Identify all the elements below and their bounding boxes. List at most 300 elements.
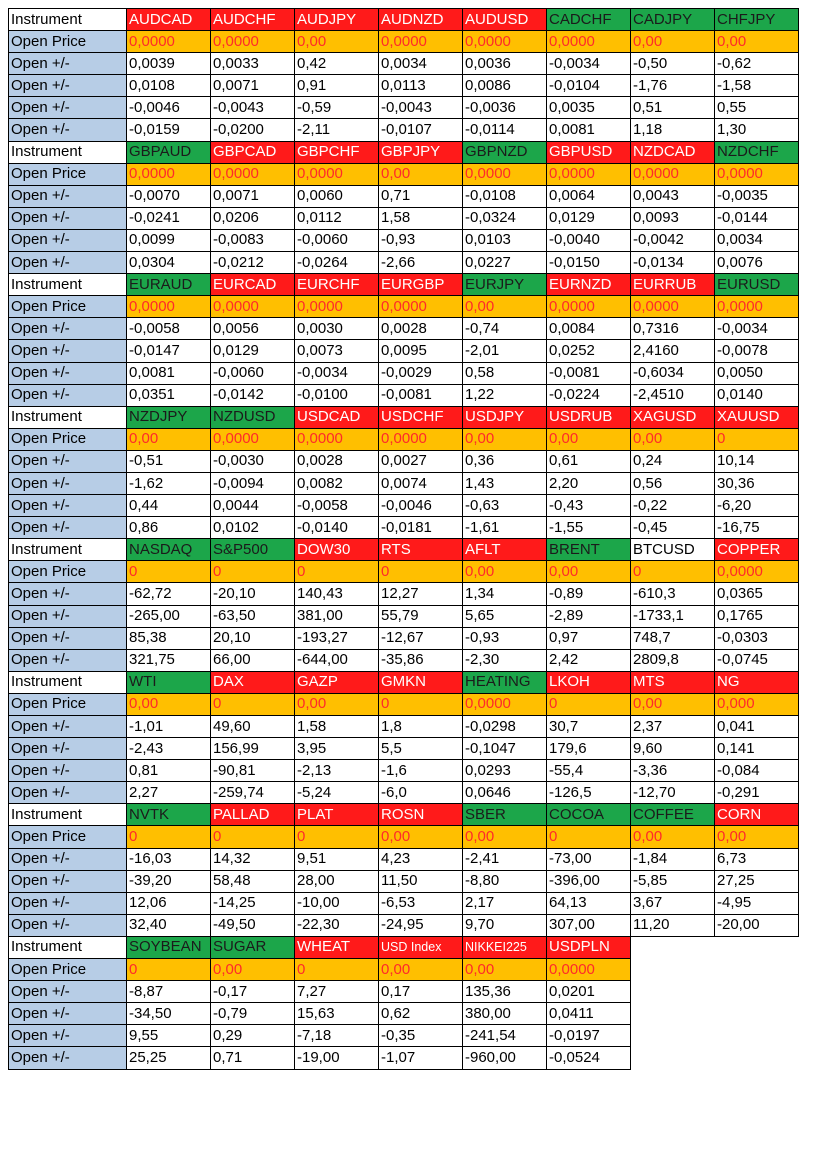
open-price-cell: 0,00: [379, 163, 463, 185]
open-price-cell: 0: [127, 561, 211, 583]
open-price-cell: 0,00: [127, 693, 211, 715]
open-price-label: Open Price: [9, 693, 127, 715]
instrument-name-cell: USD Index: [379, 936, 463, 958]
open-delta-cell: -0,51: [127, 450, 211, 472]
open-delta-cell: 0,71: [211, 1047, 295, 1069]
open-delta-cell: -90,81: [211, 760, 295, 782]
open-delta-cell: 0,0034: [715, 229, 799, 251]
open-price-cell: 0,00: [295, 693, 379, 715]
instrument-row-label: Instrument: [9, 274, 127, 296]
open-delta-cell: 7,27: [295, 981, 379, 1003]
open-delta-row: [9, 517, 799, 539]
open-price-cell: 0,00: [547, 561, 631, 583]
open-delta-cell: 0,42: [295, 53, 379, 75]
open-delta-label: Open +/-: [9, 450, 127, 472]
open-delta-cell: 307,00: [547, 914, 631, 936]
table-body: [9, 9, 799, 1070]
open-delta-cell: 0,97: [547, 627, 631, 649]
open-delta-cell: -2,89: [547, 605, 631, 627]
instrument-name-cell: SOYBEAN: [127, 936, 211, 958]
instrument-name-cell: EURNZD: [547, 274, 631, 296]
open-price-cell: 0: [295, 561, 379, 583]
open-delta-cell: -0,0034: [547, 53, 631, 75]
open-price-cell: 0,0000: [295, 296, 379, 318]
open-delta-cell: -0,93: [379, 229, 463, 251]
empty-cell: [715, 1003, 799, 1025]
instrument-name-cell: LKOH: [547, 671, 631, 693]
open-price-cell: 0: [715, 428, 799, 450]
open-delta-cell: -0,0181: [379, 517, 463, 539]
open-delta-cell: 0,81: [127, 760, 211, 782]
open-delta-cell: -5,24: [295, 782, 379, 804]
open-price-label: Open Price: [9, 428, 127, 450]
open-delta-cell: -0,0159: [127, 119, 211, 141]
open-delta-cell: 55,79: [379, 605, 463, 627]
instrument-name-cell: CHFJPY: [715, 9, 799, 31]
instrument-name-cell: USDRUB: [547, 406, 631, 428]
open-price-cell: 0,0000: [715, 163, 799, 185]
open-price-cell: 0,00: [127, 428, 211, 450]
open-price-cell: 0,00: [631, 693, 715, 715]
open-price-cell: 0,00: [379, 959, 463, 981]
instrument-name-cell: MTS: [631, 671, 715, 693]
instrument-name-cell: GAZP: [295, 671, 379, 693]
open-delta-label: Open +/-: [9, 1025, 127, 1047]
open-delta-cell: -0,0070: [127, 185, 211, 207]
open-delta-cell: -241,54: [463, 1025, 547, 1047]
open-delta-cell: 1,18: [631, 119, 715, 141]
open-delta-cell: -1,01: [127, 716, 211, 738]
open-delta-cell: -0,35: [379, 1025, 463, 1047]
instrument-name-cell: ROSN: [379, 804, 463, 826]
open-delta-cell: 0,62: [379, 1003, 463, 1025]
open-delta-label: Open +/-: [9, 1047, 127, 1069]
open-delta-cell: -1,62: [127, 472, 211, 494]
open-delta-cell: 9,60: [631, 738, 715, 760]
open-delta-label: Open +/-: [9, 362, 127, 384]
open-delta-cell: -19,00: [295, 1047, 379, 1069]
open-delta-row: [9, 53, 799, 75]
open-delta-cell: 0,56: [631, 472, 715, 494]
open-delta-cell: -0,0140: [295, 517, 379, 539]
open-delta-cell: 0,51: [631, 97, 715, 119]
instrument-row: [9, 539, 799, 561]
open-delta-cell: 0,0140: [715, 384, 799, 406]
open-delta-cell: 30,36: [715, 472, 799, 494]
open-price-cell: 0,0000: [127, 163, 211, 185]
open-delta-label: Open +/-: [9, 583, 127, 605]
open-delta-cell: 0,0034: [379, 53, 463, 75]
open-delta-cell: -6,20: [715, 495, 799, 517]
instrument-row: [9, 9, 799, 31]
open-delta-cell: -0,0083: [211, 229, 295, 251]
open-delta-cell: 0,0093: [631, 207, 715, 229]
open-delta-cell: -0,0212: [211, 252, 295, 274]
empty-cell: [715, 959, 799, 981]
open-delta-cell: 0,0252: [547, 340, 631, 362]
instrument-name-cell: BTCUSD: [631, 539, 715, 561]
open-delta-cell: -6,53: [379, 892, 463, 914]
open-delta-label: Open +/-: [9, 649, 127, 671]
instrument-name-cell: NZDJPY: [127, 406, 211, 428]
open-price-label: Open Price: [9, 163, 127, 185]
open-delta-cell: -610,3: [631, 583, 715, 605]
open-price-cell: 0,00: [631, 31, 715, 53]
open-delta-cell: 0,61: [547, 450, 631, 472]
open-delta-cell: 0,0039: [127, 53, 211, 75]
open-delta-cell: 0,0365: [715, 583, 799, 605]
instrument-row: [9, 671, 799, 693]
open-price-cell: 0,0000: [463, 163, 547, 185]
open-price-cell: 0,0000: [631, 296, 715, 318]
open-delta-row: [9, 185, 799, 207]
open-delta-cell: 0,0646: [463, 782, 547, 804]
open-delta-cell: -193,27: [295, 627, 379, 649]
open-delta-cell: -0,0114: [463, 119, 547, 141]
open-delta-label: Open +/-: [9, 207, 127, 229]
open-price-cell: 0,0000: [211, 428, 295, 450]
open-delta-cell: -0,0264: [295, 252, 379, 274]
open-delta-cell: -0,0147: [127, 340, 211, 362]
open-price-row: [9, 959, 799, 981]
instrument-name-cell: AUDCHF: [211, 9, 295, 31]
open-delta-cell: -0,0042: [631, 229, 715, 251]
open-delta-row: [9, 848, 799, 870]
open-price-cell: 0,00: [631, 428, 715, 450]
open-price-cell: 0: [547, 826, 631, 848]
open-delta-row: [9, 870, 799, 892]
open-delta-cell: -265,00: [127, 605, 211, 627]
open-delta-cell: 0,0082: [295, 472, 379, 494]
open-delta-cell: -20,00: [715, 914, 799, 936]
open-delta-cell: -0,0035: [715, 185, 799, 207]
open-price-row: [9, 826, 799, 848]
instrument-name-cell: BRENT: [547, 539, 631, 561]
open-price-cell: 0: [211, 693, 295, 715]
open-price-cell: 0: [211, 826, 295, 848]
open-delta-cell: -0,084: [715, 760, 799, 782]
open-delta-cell: 2809,8: [631, 649, 715, 671]
open-delta-cell: -0,0197: [547, 1025, 631, 1047]
open-delta-cell: -8,87: [127, 981, 211, 1003]
open-delta-row: [9, 981, 799, 1003]
open-delta-cell: -24,95: [379, 914, 463, 936]
open-delta-cell: 0,17: [379, 981, 463, 1003]
instrument-name-cell: AUDNZD: [379, 9, 463, 31]
open-delta-cell: 0,0027: [379, 450, 463, 472]
open-delta-cell: -0,0034: [295, 362, 379, 384]
open-delta-label: Open +/-: [9, 981, 127, 1003]
open-delta-row: [9, 207, 799, 229]
open-delta-row: [9, 627, 799, 649]
open-delta-cell: 0,0081: [547, 119, 631, 141]
open-delta-cell: -2,4510: [631, 384, 715, 406]
open-delta-cell: 0,0351: [127, 384, 211, 406]
open-price-cell: 0,0000: [715, 561, 799, 583]
instrument-row: [9, 804, 799, 826]
open-delta-label: Open +/-: [9, 384, 127, 406]
open-price-label: Open Price: [9, 826, 127, 848]
open-delta-cell: 11,50: [379, 870, 463, 892]
open-delta-cell: 2,27: [127, 782, 211, 804]
open-price-cell: 0,0000: [715, 296, 799, 318]
open-delta-label: Open +/-: [9, 870, 127, 892]
open-delta-label: Open +/-: [9, 738, 127, 760]
instrument-name-cell: GBPAUD: [127, 141, 211, 163]
open-delta-cell: 0,0073: [295, 340, 379, 362]
open-delta-cell: 0,0304: [127, 252, 211, 274]
open-delta-cell: 380,00: [463, 1003, 547, 1025]
open-price-cell: 0: [295, 826, 379, 848]
open-delta-cell: 0,0071: [211, 75, 295, 97]
open-delta-cell: -126,5: [547, 782, 631, 804]
open-delta-cell: 28,00: [295, 870, 379, 892]
open-delta-cell: 0,0099: [127, 229, 211, 251]
open-delta-cell: -62,72: [127, 583, 211, 605]
open-price-label: Open Price: [9, 31, 127, 53]
open-delta-cell: -960,00: [463, 1047, 547, 1069]
open-delta-label: Open +/-: [9, 472, 127, 494]
open-delta-cell: 0,0102: [211, 517, 295, 539]
open-delta-cell: -34,50: [127, 1003, 211, 1025]
open-delta-cell: -73,00: [547, 848, 631, 870]
open-delta-row: [9, 760, 799, 782]
instrument-name-cell: GBPCHF: [295, 141, 379, 163]
open-delta-row: [9, 914, 799, 936]
empty-cell: [715, 981, 799, 1003]
open-delta-cell: -0,0029: [379, 362, 463, 384]
open-delta-label: Open +/-: [9, 185, 127, 207]
open-price-label: Open Price: [9, 561, 127, 583]
open-price-cell: 0,000: [715, 693, 799, 715]
open-delta-cell: 1,22: [463, 384, 547, 406]
open-delta-label: Open +/-: [9, 848, 127, 870]
open-delta-cell: 0,041: [715, 716, 799, 738]
open-delta-cell: 0,0056: [211, 318, 295, 340]
instrument-row-label: Instrument: [9, 936, 127, 958]
open-delta-cell: -12,70: [631, 782, 715, 804]
open-delta-cell: -0,0303: [715, 627, 799, 649]
open-delta-cell: -2,13: [295, 760, 379, 782]
open-delta-cell: 748,7: [631, 627, 715, 649]
open-price-cell: 0,0000: [295, 428, 379, 450]
instrument-name-cell: PLAT: [295, 804, 379, 826]
open-delta-cell: -2,30: [463, 649, 547, 671]
open-delta-cell: 0,0035: [547, 97, 631, 119]
instrument-row: [9, 274, 799, 296]
open-delta-cell: -0,0094: [211, 472, 295, 494]
open-price-row: [9, 561, 799, 583]
open-delta-label: Open +/-: [9, 914, 127, 936]
open-delta-cell: -0,0046: [127, 97, 211, 119]
open-delta-label: Open +/-: [9, 229, 127, 251]
open-delta-cell: -0,0142: [211, 384, 295, 406]
empty-cell: [631, 1025, 715, 1047]
instrument-name-cell: XAGUSD: [631, 406, 715, 428]
open-delta-cell: -5,85: [631, 870, 715, 892]
open-delta-row: [9, 649, 799, 671]
open-delta-label: Open +/-: [9, 605, 127, 627]
instrument-name-cell: CADJPY: [631, 9, 715, 31]
open-delta-cell: 0,86: [127, 517, 211, 539]
open-delta-cell: 0,0071: [211, 185, 295, 207]
open-delta-cell: 0,0074: [379, 472, 463, 494]
open-delta-cell: 135,36: [463, 981, 547, 1003]
open-price-row: [9, 296, 799, 318]
open-delta-row: [9, 384, 799, 406]
open-delta-cell: 9,55: [127, 1025, 211, 1047]
open-price-cell: 0,00: [715, 826, 799, 848]
open-delta-cell: -396,00: [547, 870, 631, 892]
open-delta-cell: 0,141: [715, 738, 799, 760]
instrument-name-cell: XAUUSD: [715, 406, 799, 428]
instrument-name-cell: USDPLN: [547, 936, 631, 958]
open-delta-cell: 0,0084: [547, 318, 631, 340]
open-delta-cell: -1,61: [463, 517, 547, 539]
open-delta-label: Open +/-: [9, 318, 127, 340]
open-delta-cell: -0,0224: [547, 384, 631, 406]
open-delta-cell: 0,0030: [295, 318, 379, 340]
open-delta-label: Open +/-: [9, 340, 127, 362]
open-delta-cell: 0,0201: [547, 981, 631, 1003]
open-price-cell: 0,00: [463, 561, 547, 583]
open-delta-cell: -0,0200: [211, 119, 295, 141]
open-delta-cell: -0,6034: [631, 362, 715, 384]
instrument-name-cell: RTS: [379, 539, 463, 561]
open-delta-cell: -0,0104: [547, 75, 631, 97]
open-delta-row: [9, 472, 799, 494]
open-delta-cell: -0,0108: [463, 185, 547, 207]
instrument-name-cell: NASDAQ: [127, 539, 211, 561]
open-delta-cell: -49,50: [211, 914, 295, 936]
open-delta-cell: -1,07: [379, 1047, 463, 1069]
open-delta-cell: -2,01: [463, 340, 547, 362]
open-delta-cell: -1733,1: [631, 605, 715, 627]
open-price-cell: 0,0000: [379, 428, 463, 450]
open-delta-cell: -0,0030: [211, 450, 295, 472]
open-delta-cell: -0,93: [463, 627, 547, 649]
open-delta-cell: -0,79: [211, 1003, 295, 1025]
open-price-cell: 0,00: [295, 31, 379, 53]
open-delta-row: [9, 97, 799, 119]
open-delta-row: [9, 1025, 799, 1047]
open-delta-label: Open +/-: [9, 782, 127, 804]
open-delta-row: [9, 782, 799, 804]
open-delta-cell: -0,22: [631, 495, 715, 517]
instrument-name-cell: GBPNZD: [463, 141, 547, 163]
open-delta-cell: 9,51: [295, 848, 379, 870]
instrument-name-cell: NG: [715, 671, 799, 693]
open-delta-cell: 0,0036: [463, 53, 547, 75]
open-price-cell: 0: [127, 826, 211, 848]
open-delta-cell: 0,29: [211, 1025, 295, 1047]
open-price-label: Open Price: [9, 296, 127, 318]
open-delta-cell: -0,63: [463, 495, 547, 517]
open-delta-cell: -0,0043: [379, 97, 463, 119]
open-delta-cell: 20,10: [211, 627, 295, 649]
instrument-name-cell: GMKN: [379, 671, 463, 693]
open-delta-cell: 0,0086: [463, 75, 547, 97]
instrument-name-cell: CADCHF: [547, 9, 631, 31]
open-delta-cell: 11,20: [631, 914, 715, 936]
open-price-cell: 0,0000: [295, 163, 379, 185]
open-delta-cell: 12,06: [127, 892, 211, 914]
open-delta-cell: 156,99: [211, 738, 295, 760]
instrument-name-cell: NIKKEI225: [463, 936, 547, 958]
open-delta-cell: -0,89: [547, 583, 631, 605]
open-delta-cell: -0,0078: [715, 340, 799, 362]
open-delta-cell: 0,58: [463, 362, 547, 384]
open-delta-cell: -1,76: [631, 75, 715, 97]
open-delta-cell: -0,0058: [127, 318, 211, 340]
open-delta-cell: -0,0046: [379, 495, 463, 517]
open-delta-cell: -39,20: [127, 870, 211, 892]
instrument-name-cell: NZDCHF: [715, 141, 799, 163]
open-delta-cell: 6,73: [715, 848, 799, 870]
open-delta-cell: 0,0044: [211, 495, 295, 517]
open-delta-label: Open +/-: [9, 97, 127, 119]
open-delta-cell: -0,50: [631, 53, 715, 75]
open-delta-cell: 2,4160: [631, 340, 715, 362]
open-delta-cell: -55,4: [547, 760, 631, 782]
open-delta-cell: -0,0107: [379, 119, 463, 141]
instrument-name-cell: COFFEE: [631, 804, 715, 826]
open-delta-row: [9, 318, 799, 340]
instrument-name-cell: USDJPY: [463, 406, 547, 428]
instrument-name-cell: EURJPY: [463, 274, 547, 296]
open-delta-label: Open +/-: [9, 892, 127, 914]
open-price-cell: 0: [211, 561, 295, 583]
open-price-row: [9, 428, 799, 450]
open-price-row: [9, 163, 799, 185]
instrument-name-cell: COPPER: [715, 539, 799, 561]
open-delta-cell: -259,74: [211, 782, 295, 804]
open-delta-cell: -0,43: [547, 495, 631, 517]
instrument-name-cell: DAX: [211, 671, 295, 693]
instrument-name-cell: GBPJPY: [379, 141, 463, 163]
open-price-cell: 0,0000: [547, 163, 631, 185]
open-price-cell: 0,00: [463, 428, 547, 450]
open-delta-row: [9, 340, 799, 362]
instrument-name-cell: WTI: [127, 671, 211, 693]
instrument-name-cell: AUDCAD: [127, 9, 211, 31]
open-delta-cell: -0,0144: [715, 207, 799, 229]
open-delta-cell: 140,43: [295, 583, 379, 605]
open-delta-label: Open +/-: [9, 53, 127, 75]
instrument-name-cell: EURRUB: [631, 274, 715, 296]
open-delta-cell: -2,66: [379, 252, 463, 274]
open-price-cell: 0,0000: [547, 31, 631, 53]
instrument-name-cell: EURGBP: [379, 274, 463, 296]
open-delta-cell: 25,25: [127, 1047, 211, 1069]
open-price-cell: 0,0000: [127, 296, 211, 318]
open-price-cell: 0: [379, 693, 463, 715]
open-delta-cell: 85,38: [127, 627, 211, 649]
open-delta-cell: 12,27: [379, 583, 463, 605]
instrument-name-cell: EURUSD: [715, 274, 799, 296]
open-delta-cell: 321,75: [127, 649, 211, 671]
open-delta-label: Open +/-: [9, 252, 127, 274]
instrument-name-cell: GBPUSD: [547, 141, 631, 163]
open-delta-label: Open +/-: [9, 495, 127, 517]
instrument-name-cell: AUDUSD: [463, 9, 547, 31]
open-delta-cell: -63,50: [211, 605, 295, 627]
open-price-cell: 0: [127, 959, 211, 981]
open-delta-label: Open +/-: [9, 1003, 127, 1025]
empty-cell: [631, 981, 715, 1003]
open-delta-cell: 0,1765: [715, 605, 799, 627]
open-delta-cell: -0,0150: [547, 252, 631, 274]
